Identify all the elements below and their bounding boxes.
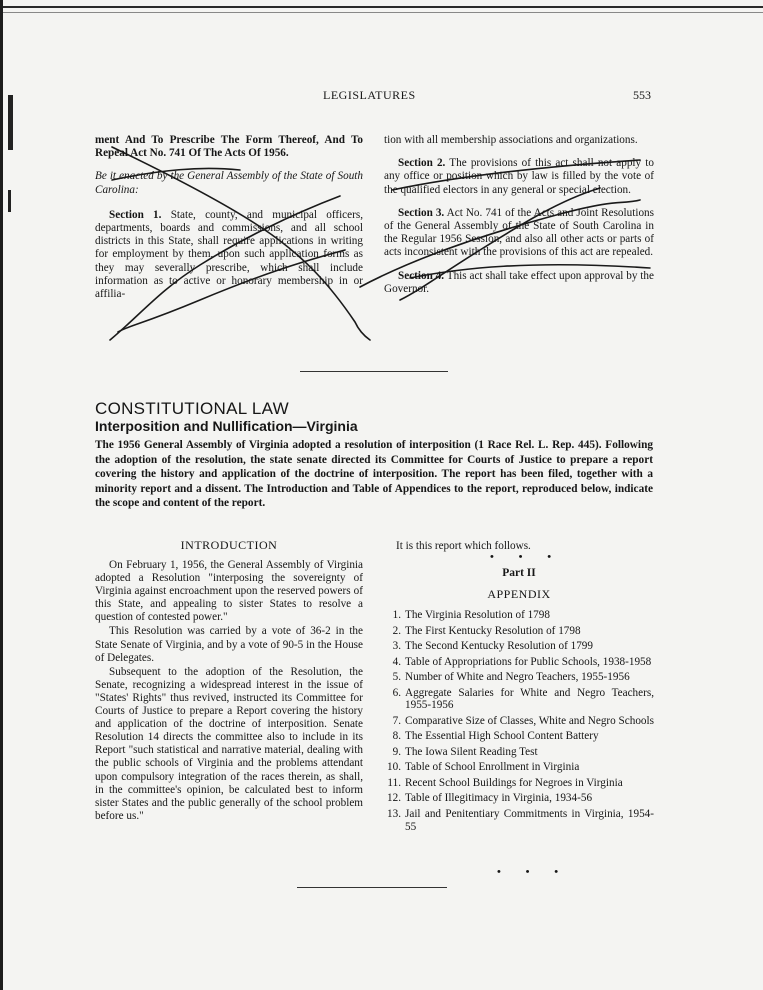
section-1-lead: Section 1. bbox=[109, 208, 162, 221]
appendix-item bbox=[384, 671, 654, 684]
appendix-item bbox=[384, 777, 654, 790]
editorial-abstract: The 1956 General Assembly of Virginia adopted a resolution of interposition (1 Race Rel. L. Rep. 445). Following the adoption of the resolution, the state senate directed its Committee for Courts of Justice to prepare a report covering the history and application of the doctrine of interposition. The report has been filed, together with a minority report and a dissent. The Introduction and Table of Appendices to the report, reproduced below, indicate the scope and content of the report. bbox=[95, 439, 653, 510]
part-heading: Part II bbox=[502, 567, 536, 579]
introduction-paragraph: On February 1, 1956, the General Assembly of Virginia adopted a Resolution "interposing the sovereignty of Virginia against encroachment upon the reserved powers of this State, and appealing to sister States to resolve a question of contested power." bbox=[95, 559, 363, 624]
appendix-item bbox=[384, 715, 654, 728]
appendix-item-number: 5. bbox=[392, 671, 401, 683]
appendix-item-title: Table of Illegitimacy in Virginia, 1934-56 bbox=[405, 792, 593, 805]
appendix-item-number: 11. bbox=[387, 776, 401, 789]
appendix-item-title: Number of White and Negro Teachers, 1955-1956 bbox=[405, 671, 630, 683]
appendix-item-number: 7. bbox=[392, 714, 401, 727]
appendix-item bbox=[384, 609, 654, 622]
scan-edge-left bbox=[0, 0, 3, 990]
section-2-text: The provisions of this act shall not apply to any office or position which by law is filled by the vote of the qualified electors in any general or special election. bbox=[384, 157, 654, 196]
appendix-item-title: The Second Kentucky Resolution of 1799 bbox=[405, 640, 593, 652]
introduction-body bbox=[95, 559, 363, 824]
introduction-paragraph: This Resolution was carried by a vote of 36-2 in the State Senate of Virginia, and by a vote of 90-5 in the House of Delegates. bbox=[95, 625, 363, 664]
scan-margin-mark bbox=[8, 95, 13, 150]
appendix-item-title: Table of School Enrollment in Virginia bbox=[405, 761, 580, 774]
appendix-item-title: Recent School Buildings for Negroes in Virginia bbox=[405, 776, 623, 789]
appendix-list bbox=[384, 609, 654, 836]
section-3-lead: Section 3. bbox=[398, 206, 445, 219]
section-4-lead: Section 4. bbox=[398, 269, 445, 282]
appendix-item-number: 4. bbox=[392, 655, 401, 668]
appendix-item bbox=[384, 808, 654, 834]
scan-margin-mark bbox=[8, 190, 11, 212]
appendix-item bbox=[384, 792, 654, 805]
running-title: LEGISLATURES bbox=[323, 88, 416, 102]
introduction-paragraph: Subsequent to the adoption of the Resolution, the Senate, recognizing a widespread interest in the issue of "States' Rights" thus revived, instructed its Committee for Courts of Justice to prepare a Report covering the history and application of the doctrine of interposition. Senate Resolution 14 directs the committee also to include in its Report "such statistical and narrative material, dealing with the public schools of Virginia and the problems attendant upon compulsory integration of the races therein, as shall, in the committee's opinion, be calculated best to inform sister States and the public generally of the school problem before us." bbox=[95, 665, 363, 822]
appendix-item-number: 6. bbox=[392, 686, 401, 699]
appendix-item bbox=[384, 746, 654, 759]
appendix-item-number: 2. bbox=[392, 624, 401, 637]
appendix-item-title: The Essential High School Content Battery bbox=[405, 730, 599, 743]
section-1-text: State, county, and municipal officers, departments, boards and commissions, and all school districts in this State, shall require applications in writing for employment by them, upon such application forms as they may severally prescribe, which shall include information as to active or honorary membership in or affilia- bbox=[95, 208, 363, 301]
section-3-text: Act No. 741 of the Acts and Joint Resolutions of the General Assembly of the State of South Carolina in the Regular 1956 Session, and also all other acts or parts of acts inconsistent with the provisions of this act are repealed. bbox=[384, 206, 654, 259]
appendix-item-title: Jail and Penitentiary Commitments in Virginia, 1954-55 bbox=[405, 807, 654, 833]
act-left-column bbox=[95, 134, 363, 301]
appendix-item-number: 10. bbox=[387, 761, 401, 774]
appendix-item-number: 9. bbox=[392, 745, 401, 758]
ellipsis-dots: • • • bbox=[490, 551, 563, 563]
appendix-item-title: The Virginia Resolution of 1798 bbox=[405, 609, 550, 621]
section-1-continued: tion with all membership associations and organizations. bbox=[384, 134, 638, 146]
appendix-item bbox=[384, 656, 654, 669]
scan-edge-rule bbox=[0, 12, 763, 13]
page-number: 553 bbox=[633, 88, 651, 102]
appendix-heading: APPENDIX bbox=[487, 587, 551, 601]
appendix-item-title: Aggregate Salaries for White and Negro Teachers, 1955-1956 bbox=[405, 686, 654, 712]
scan-edge-top bbox=[0, 6, 763, 8]
act-right-column bbox=[384, 134, 654, 296]
section-4 bbox=[384, 270, 654, 296]
section-2-lead: Section 2. bbox=[398, 157, 446, 170]
appendix-item bbox=[384, 730, 654, 743]
appendix-item bbox=[384, 625, 654, 638]
appendix-item-title: The First Kentucky Resolution of 1798 bbox=[405, 624, 581, 637]
appendix-item-title: Comparative Size of Classes, White and Negro Schools bbox=[405, 714, 654, 727]
section-heading: CONSTITUTIONAL LAW bbox=[95, 399, 289, 418]
divider-rule bbox=[297, 887, 447, 888]
appendix-item-title: The Iowa Silent Reading Test bbox=[405, 745, 538, 758]
appendix-item-number: 13. bbox=[387, 807, 401, 820]
appendix-item bbox=[384, 640, 654, 653]
appendix-item-number: 1. bbox=[392, 609, 401, 621]
appendix-item-number: 3. bbox=[392, 640, 401, 652]
appendix-item bbox=[384, 687, 654, 713]
section-3 bbox=[384, 207, 654, 260]
appendix-item-number: 12. bbox=[387, 792, 401, 805]
appendix-item-title: Table of Appropriations for Public Schools, 1938-1958 bbox=[405, 655, 652, 668]
section-1 bbox=[95, 209, 363, 301]
section-subheading: Interposition and Nullification—Virginia bbox=[95, 418, 358, 434]
appendix-item-number: 8. bbox=[392, 730, 401, 743]
section-2 bbox=[384, 157, 654, 197]
introduction-heading: INTRODUCTION bbox=[180, 538, 278, 552]
ellipsis-dots: • • • bbox=[497, 866, 570, 878]
report-intro-line: It is this report which follows. bbox=[396, 540, 531, 552]
divider-rule bbox=[300, 371, 448, 372]
enacting-clause: Be it enacted by the General Assembly of the State of South Carolina: bbox=[95, 170, 363, 196]
section-4-text: This act shall take effect upon approval by the Governor. bbox=[384, 269, 654, 295]
act-title-tail: ment And To Prescribe The Form Thereof, And To Repeal Act No. 741 Of The Acts Of 1956. bbox=[95, 134, 363, 160]
appendix-item bbox=[384, 761, 654, 774]
